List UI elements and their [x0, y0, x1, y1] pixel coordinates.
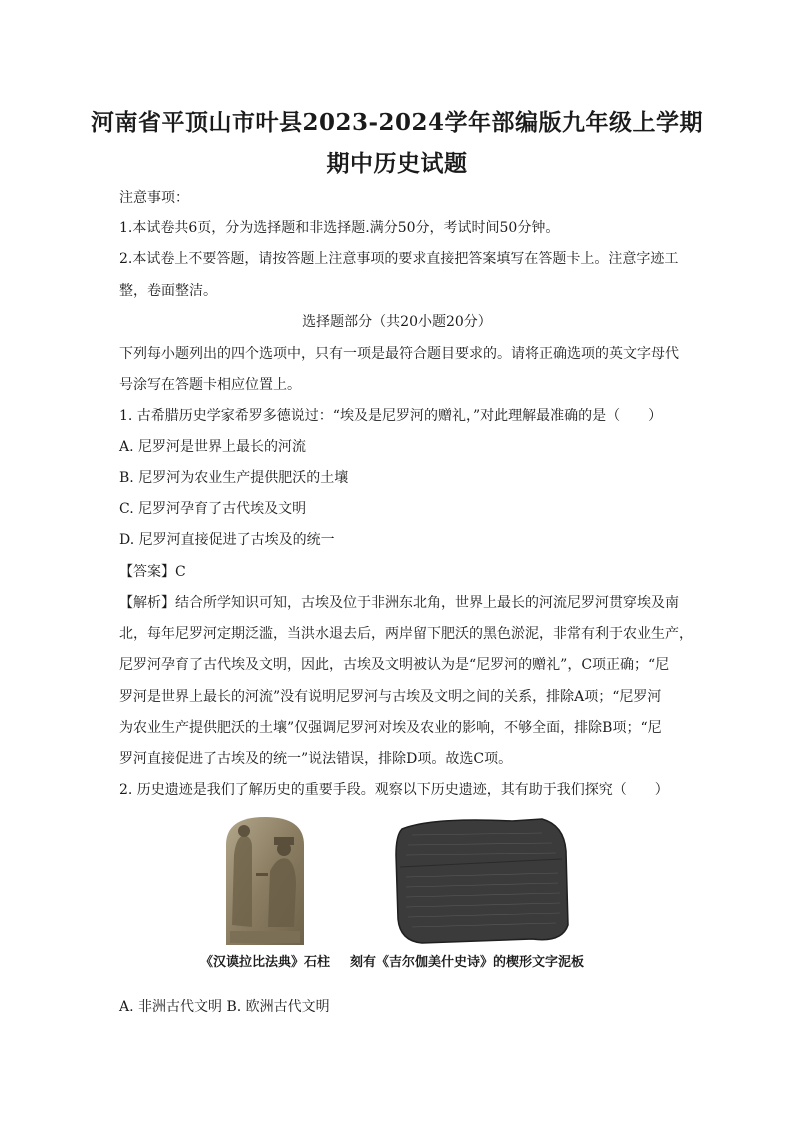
q1-option-d: D. 尼罗河直接促进了古埃及的统一 — [119, 532, 335, 548]
q1-analysis-line6: 罗河直接促进了古埃及的统一”说法错误，排除D项。故选C项。 — [119, 751, 513, 767]
q1-stem: 1. 古希腊历史学家希罗多德说过：“埃及是尼罗河的赠礼，”对此理解最准确的是（ ） — [119, 408, 663, 424]
doc-title-line1: 河南省平顶山市叶县2023-2024学年部编版九年级上学期 — [90, 109, 704, 136]
q2-figure-captions — [200, 951, 600, 970]
notice-item-2-line1: 2.本试卷上不要答题，请按答题上注意事项的要求直接把答案填写在答题卡上。注意字迹工 — [119, 251, 679, 267]
q1-analysis-line5: 为农业生产提供肥沃的土壤”仅强调尼罗河对埃及农业的影响，不够全面，排除B项；“尼 — [119, 720, 662, 736]
cuneiform-tablet-image — [392, 815, 572, 947]
q1-option-a: A. 尼罗河是世界上最长的河流 — [119, 439, 307, 455]
q1-option-c: C. 尼罗河孕育了古代埃及文明 — [119, 501, 307, 517]
q1-analysis-line1: 【解析】结合所学知识可知，古埃及位于非洲东北角，世界上最长的河流尼罗河贯穿埃及南 — [119, 595, 679, 611]
q1-analysis-line3: 尼罗河孕育了古代埃及文明，因此，古埃及文明被认为是“尼罗河的赠礼”，C项正确；“尼 — [119, 657, 670, 673]
q1-option-b: B. 尼罗河为农业生产提供肥沃的土壤 — [119, 470, 349, 486]
caption-cuneiform-tablet: 刻有《吉尔伽美什史诗》的楔形文字泥板 — [350, 955, 585, 970]
doc-title-line2: 期中历史试题 — [326, 150, 468, 177]
q1-answer: 【答案】C — [119, 564, 186, 580]
caption-hammurabi: 《汉谟拉比法典》石柱 — [200, 955, 331, 970]
q1-analysis-line4: 罗河是世界上最长的河流”没有说明尼罗河与古埃及文明之间的关系，排除A项；“尼罗河 — [119, 689, 662, 705]
q1-analysis-line2: 北，每年尼罗河定期泛滥，当洪水退去后，两岸留下肥沃的黑色淤泥，非常有利于农业生产， — [119, 626, 693, 642]
notice-heading: 注意事项： — [119, 190, 189, 206]
section-intro-line2: 号涂写在答题卡相应位置上。 — [119, 377, 301, 393]
section-intro-line1: 下列每小题列出的四个选项中，只有一项是最符合题目要求的。请将正确选项的英文字母代 — [119, 346, 679, 362]
q2-options-ab: A. 非洲古代文明 B. 欧洲古代文明 — [119, 999, 330, 1015]
section-heading: 选择题部分（共20小题20分） — [302, 314, 492, 330]
notice-item-2-line2: 整，卷面整洁。 — [119, 283, 217, 299]
hammurabi-stele-image — [222, 815, 308, 945]
notice-item-1: 1.本试卷共6页，分为选择题和非选择题.满分50分，考试时间50分钟。 — [119, 220, 560, 236]
q2-stem: 2. 历史遗迹是我们了解历史的重要手段。观察以下历史遗迹，其有助于我们探究（ ） — [119, 782, 669, 798]
